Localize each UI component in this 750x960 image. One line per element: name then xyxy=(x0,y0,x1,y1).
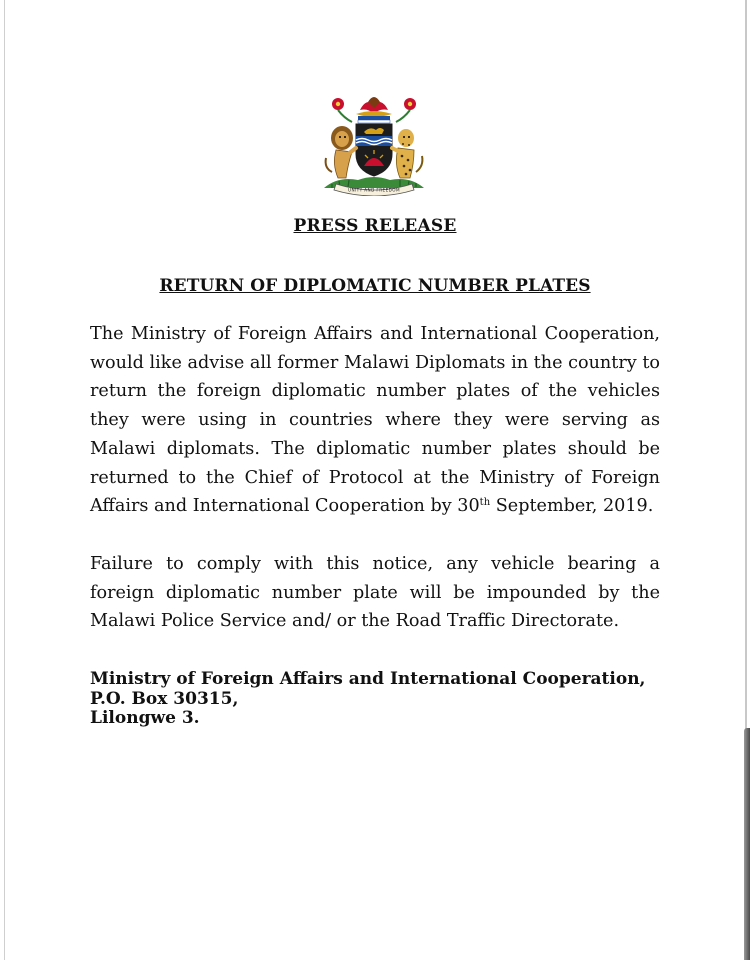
paragraph-1-text: The Ministry of Foreign Affairs and International Cooperation, would like advise all former Malawi Diplomats in the country to return the foreign diplomatic number plates of the vehicles they were using in countries where they were serving as Malawi diplomats. The diplomatic number plates should be returned to the Chief of Protocol at the Ministry of Foreign Affairs and International Cooperation by 30 xyxy=(90,324,660,517)
signature-block xyxy=(90,670,690,729)
coat-of-arms-emblem xyxy=(318,92,430,196)
emblem-leopard xyxy=(392,129,422,178)
emblem-shield xyxy=(356,124,392,176)
date-ordinal-suffix: th xyxy=(479,497,491,509)
signature-city: Lilongwe 3. xyxy=(90,708,200,728)
scrollbar-shadow xyxy=(744,728,750,960)
page-edge-left xyxy=(4,0,5,960)
body-paragraph-1 xyxy=(90,320,660,521)
paragraph-1-date-tail: September, 2019. xyxy=(490,496,654,517)
subject-heading: RETURN OF DIPLOMATIC NUMBER PLATES xyxy=(159,276,591,296)
press-release-heading: PRESS RELEASE xyxy=(293,216,457,236)
signature-po-box: P.O. Box 30315, xyxy=(90,688,239,709)
svg-text:UNITY AND FREEDOM: UNITY AND FREEDOM xyxy=(348,187,400,193)
body-paragraph-2: Failure to comply with this notice, any vehicle bearing a foreign diplomatic number plate will be impounded by the Malawi Police Service and/ or the Road Traffic Directorate. xyxy=(90,554,660,632)
emblem-lion xyxy=(326,126,356,178)
signature-ministry: Ministry of Foreign Affairs and International Cooperation, xyxy=(90,669,646,689)
emblem-crest xyxy=(356,97,392,123)
